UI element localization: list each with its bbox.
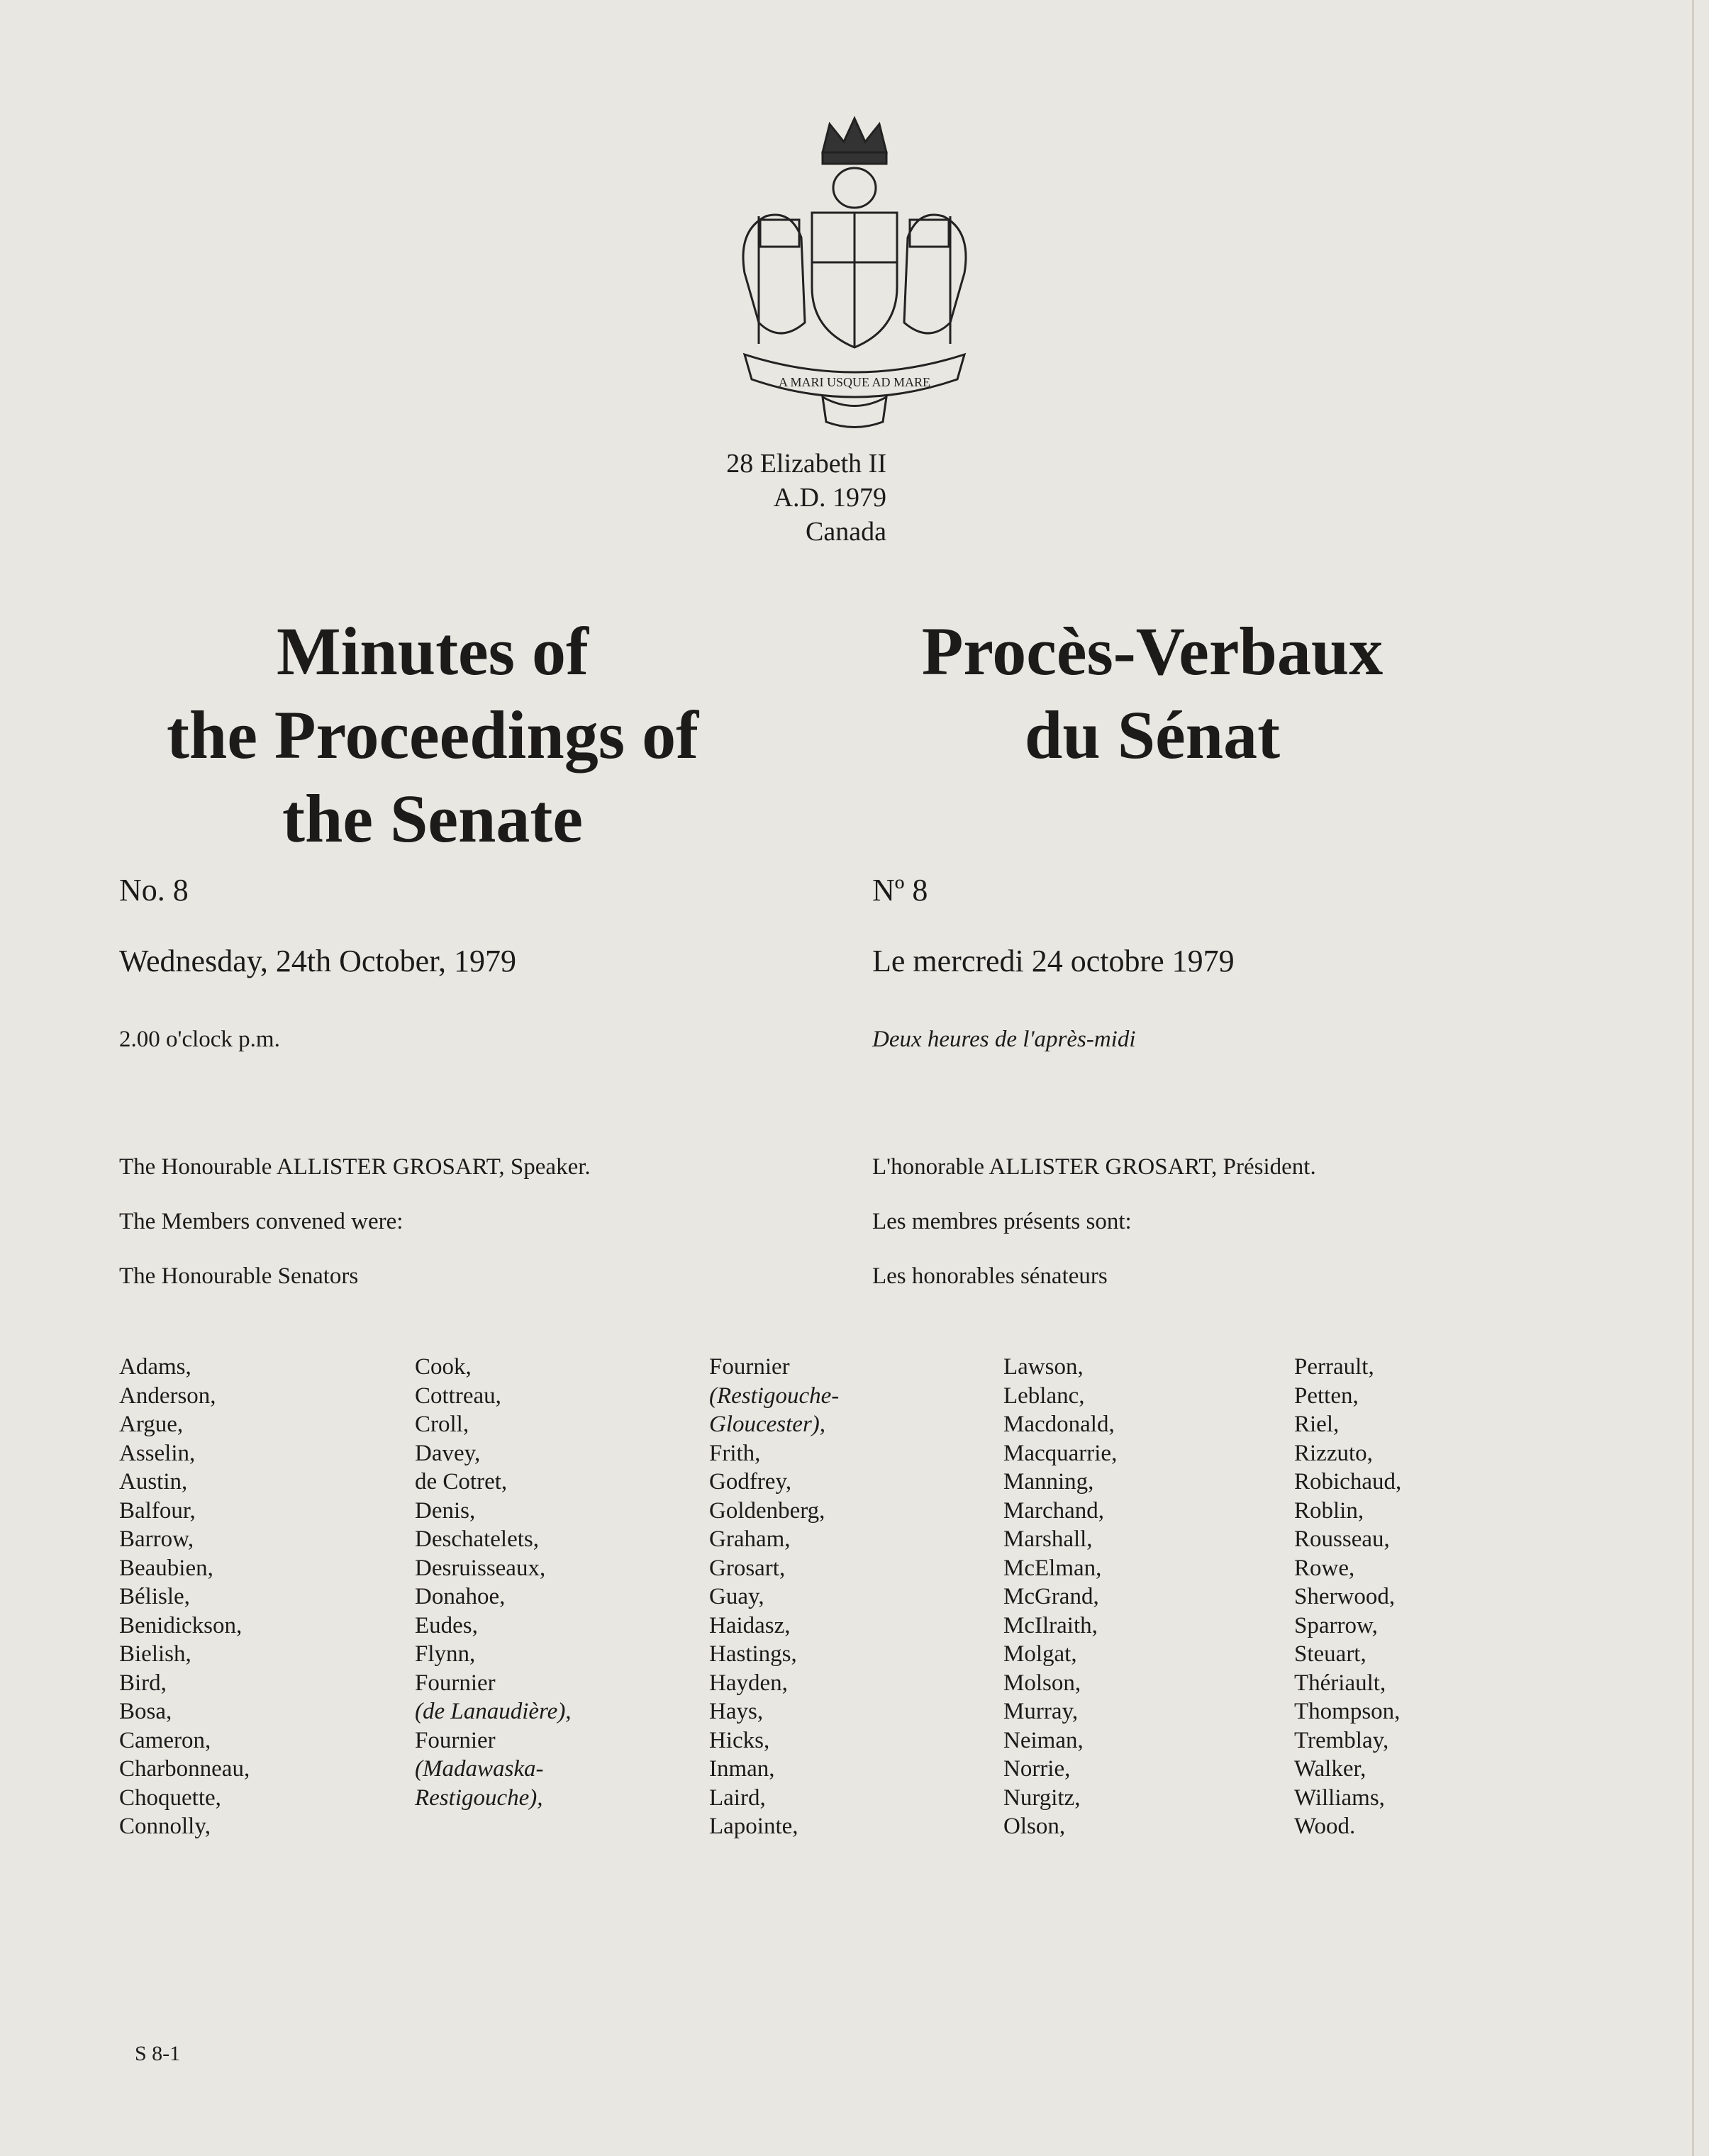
senator-name: Molgat, xyxy=(1003,1641,1077,1667)
senator-name: Argue, xyxy=(119,1412,184,1437)
senator-name: Eudes, xyxy=(415,1612,478,1638)
senator-name: Marshall, xyxy=(1003,1526,1093,1552)
senator-name: Marchand, xyxy=(1003,1497,1105,1524)
senator-name: Fournier xyxy=(415,1727,496,1753)
year-ad: A.D. 1979 xyxy=(773,483,886,513)
senator-name: Olson, xyxy=(1003,1814,1066,1839)
senator-name: Thériault, xyxy=(1294,1670,1386,1696)
senator-name: Gloucester), xyxy=(709,1412,826,1437)
members-intro-fr: Les membres présents sont: xyxy=(872,1209,1132,1234)
senator-name: Tremblay, xyxy=(1294,1727,1389,1753)
senator-name: Goldenberg, xyxy=(709,1497,825,1524)
senator-name: Norrie, xyxy=(1003,1756,1071,1782)
issue-number-en: No. 8 xyxy=(119,873,189,907)
senator-name: Beaubien, xyxy=(119,1555,213,1581)
senator-name: Steuart, xyxy=(1294,1641,1366,1667)
senator-name: Bird, xyxy=(119,1670,167,1696)
senator-name: Murray, xyxy=(1003,1699,1079,1724)
crest-motto: A MARI USQUE AD MARE xyxy=(778,375,931,389)
title-line: Procès-Verbaux xyxy=(921,613,1384,689)
country: Canada xyxy=(806,517,886,547)
senator-name: Molson, xyxy=(1003,1670,1081,1696)
senator-name: Hays, xyxy=(709,1699,764,1724)
title-line: du Sénat xyxy=(1024,697,1281,773)
senator-name: Cottreau, xyxy=(415,1383,501,1409)
senator-name: Robichaud, xyxy=(1294,1469,1402,1495)
senator-name: Thompson, xyxy=(1294,1699,1401,1724)
sitting-time-fr: Deux heures de l'après-midi xyxy=(872,1027,1136,1052)
senator-name: Walker, xyxy=(1294,1756,1366,1782)
title-line: Minutes of xyxy=(277,613,589,689)
senator-name: Anderson, xyxy=(119,1383,216,1409)
senator-name: Asselin, xyxy=(119,1440,196,1466)
senator-name: Sherwood, xyxy=(1294,1584,1396,1609)
senator-name: Sparrow, xyxy=(1294,1612,1378,1638)
speaker-en: The Honourable ALLISTER GROSART, Speaker. xyxy=(119,1154,591,1180)
sitting-date-en: Wednesday, 24th October, 1979 xyxy=(119,944,517,978)
members-intro-en: The Members convened were: xyxy=(119,1209,403,1234)
senator-name: Cameron, xyxy=(119,1727,211,1753)
senator-name: Bosa, xyxy=(119,1699,172,1724)
senator-name: Williams, xyxy=(1294,1784,1385,1811)
senator-name: Fournier xyxy=(709,1354,790,1380)
senator-name: Lapointe, xyxy=(709,1814,798,1839)
senator-name: Laird, xyxy=(709,1784,766,1811)
regnal-block xyxy=(723,447,886,549)
senator-name: Petten, xyxy=(1294,1383,1359,1409)
senator-name: Haidasz, xyxy=(709,1612,791,1638)
senator-name: Croll, xyxy=(415,1412,469,1437)
sitting-time-en: 2.00 o'clock p.m. xyxy=(119,1027,280,1052)
senator-name: Riel, xyxy=(1294,1412,1340,1437)
coat-of-arms-crest xyxy=(716,110,993,436)
senator-name: Godfrey, xyxy=(709,1469,792,1495)
senator-name: Bélisle, xyxy=(119,1584,190,1609)
senator-name: Hayden, xyxy=(709,1670,788,1696)
senator-name: Inman, xyxy=(709,1756,775,1782)
regnal-year: 28 Elizabeth II xyxy=(726,449,886,479)
senator-name: McIlraith, xyxy=(1003,1612,1098,1638)
title-french xyxy=(876,610,1429,777)
senator-name: Macdonald, xyxy=(1003,1412,1115,1437)
senator-list-col2 xyxy=(415,1353,572,1812)
senator-name: Adams, xyxy=(119,1354,191,1380)
senator-name: Roblin, xyxy=(1294,1497,1364,1524)
senator-name: Flynn, xyxy=(415,1641,476,1667)
senator-name: Balfour, xyxy=(119,1497,196,1524)
senator-name: Desruisseaux, xyxy=(415,1555,546,1581)
senator-name: Restigouche), xyxy=(415,1784,543,1811)
senator-name: (Madawaska- xyxy=(415,1756,544,1782)
senator-name: Macquarrie, xyxy=(1003,1440,1118,1466)
page-edge xyxy=(1692,0,1694,2156)
senator-list-col3 xyxy=(709,1353,839,1841)
senator-name: Grosart, xyxy=(709,1555,786,1581)
senator-name: (Restigouche- xyxy=(709,1383,840,1409)
senator-name: Leblanc, xyxy=(1003,1383,1085,1409)
title-line: the Senate xyxy=(282,781,583,856)
senator-name: Bielish, xyxy=(119,1641,191,1667)
issue-number-fr: Nº 8 xyxy=(872,873,928,907)
senator-name: Connolly, xyxy=(119,1814,211,1839)
senator-name: Lawson, xyxy=(1003,1354,1084,1380)
senator-name: de Cotret, xyxy=(415,1469,508,1495)
senator-name: McElman, xyxy=(1003,1555,1102,1581)
senator-name: Rizzuto, xyxy=(1294,1440,1373,1466)
senators-intro-fr: Les honorables sénateurs xyxy=(872,1263,1108,1289)
senator-name: Cook, xyxy=(415,1354,472,1380)
senator-name: Choquette, xyxy=(119,1784,221,1811)
senator-name: Barrow, xyxy=(119,1526,194,1552)
senator-name: Manning, xyxy=(1003,1469,1094,1495)
speaker-fr: L'honorable ALLISTER GROSART, Président. xyxy=(872,1154,1316,1180)
senator-name: Denis, xyxy=(415,1497,476,1524)
senator-name: Nurgitz, xyxy=(1003,1784,1081,1811)
senator-name: McGrand, xyxy=(1003,1584,1099,1609)
senator-name: Charbonneau, xyxy=(119,1756,250,1782)
senator-name: Rousseau, xyxy=(1294,1526,1390,1552)
senator-list-col1 xyxy=(119,1353,250,1841)
senators-intro-en: The Honourable Senators xyxy=(119,1263,359,1289)
senator-name: Austin, xyxy=(119,1469,188,1495)
sitting-date-fr: Le mercredi 24 octobre 1979 xyxy=(872,944,1235,978)
senator-name: Fournier xyxy=(415,1670,496,1696)
senator-name: Davey, xyxy=(415,1440,481,1466)
senator-name: Graham, xyxy=(709,1526,791,1552)
senator-name: Benidickson, xyxy=(119,1612,243,1638)
senator-name: Guay, xyxy=(709,1584,764,1609)
page-code: S 8-1 xyxy=(135,2042,181,2065)
title-line: the Proceedings of xyxy=(166,697,699,773)
title-english xyxy=(106,610,759,861)
senator-list-col4 xyxy=(1003,1353,1117,1841)
senator-list-col5 xyxy=(1294,1353,1401,1841)
senator-name: Hicks, xyxy=(709,1727,770,1753)
senator-name: Deschatelets, xyxy=(415,1526,540,1552)
senator-name: Hastings, xyxy=(709,1641,797,1667)
senator-name: Perrault, xyxy=(1294,1354,1374,1380)
senator-name: Wood. xyxy=(1294,1814,1356,1839)
senator-name: Frith, xyxy=(709,1440,761,1466)
senator-name: Donahoe, xyxy=(415,1584,506,1609)
senator-name: (de Lanaudière), xyxy=(415,1699,572,1724)
senator-name: Rowe, xyxy=(1294,1555,1355,1581)
senator-name: Neiman, xyxy=(1003,1727,1084,1753)
